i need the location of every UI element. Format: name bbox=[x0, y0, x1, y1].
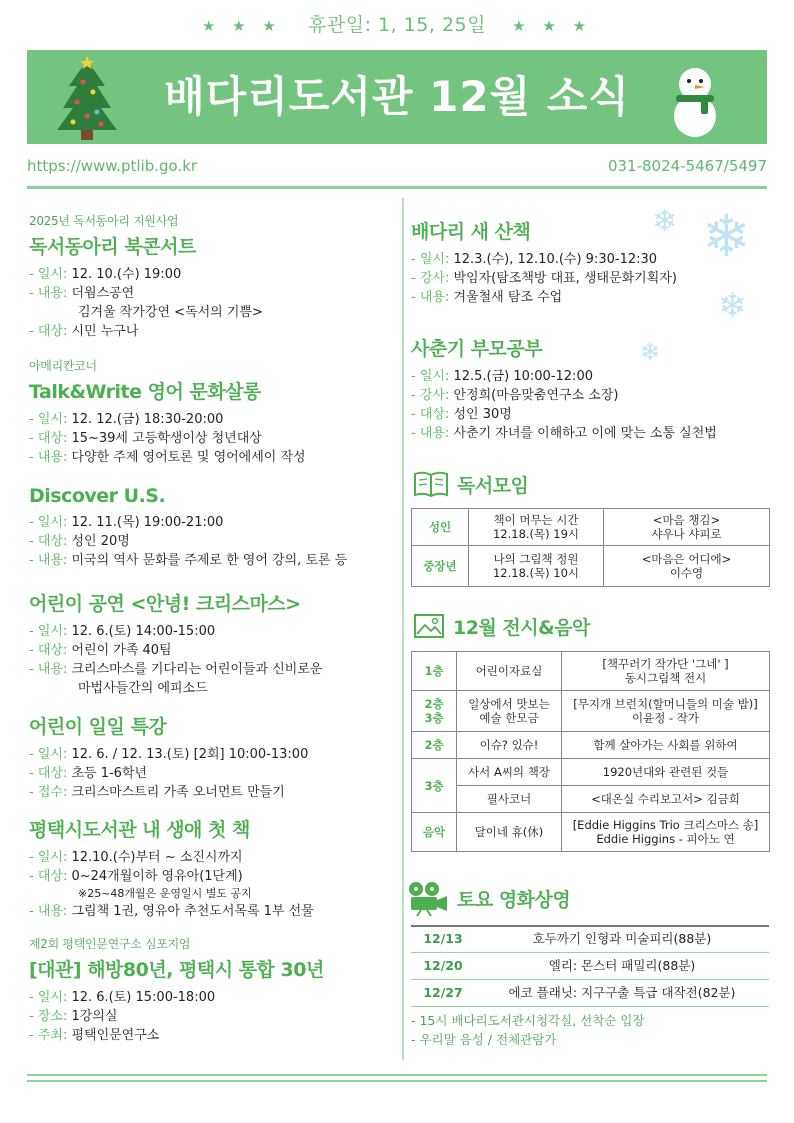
field-label: - 강사: bbox=[411, 388, 454, 403]
section-kicker: 제2회 평택인문연구소 심포지엄 bbox=[29, 937, 191, 951]
closed-days-line bbox=[0, 10, 794, 37]
cell-line: 12.18.(목) 19시 bbox=[492, 527, 580, 541]
field-label: - 대상: bbox=[29, 766, 72, 781]
section-title: [대관] 해방80년, 평택시 통합 30년 bbox=[29, 959, 324, 981]
field-value: 12. 6.(토) 15:00-18:00 bbox=[71, 990, 216, 1005]
section-kicker: 아메리칸코너 bbox=[29, 359, 97, 373]
field-value: 15~39세 고등학생이상 청년대상 bbox=[71, 431, 262, 446]
field-label: - 일시: bbox=[29, 515, 72, 530]
divider-bottom-1 bbox=[27, 1074, 767, 1076]
snowflake-icon: ❄ bbox=[640, 338, 661, 366]
exhibit-heading bbox=[413, 612, 590, 645]
page-title: 배다리도서관 12월 소식 bbox=[164, 72, 630, 121]
field-label: - 접수: bbox=[29, 785, 72, 800]
section-kids-lecture bbox=[29, 712, 399, 802]
movie-title: 호두까기 인형과 미술피리(88분) bbox=[475, 926, 769, 953]
movie-date: 12/20 bbox=[411, 953, 475, 980]
table-cell bbox=[469, 509, 604, 546]
cell-line: [무지개 브런치(할머니들의 미술 밥)] bbox=[573, 697, 758, 711]
table-cell: 1층 bbox=[412, 652, 457, 691]
table-cell bbox=[562, 652, 770, 691]
table-row bbox=[412, 691, 770, 732]
section-title: 배다리 새 산책 bbox=[411, 221, 531, 243]
field-value: 시민 누구나 bbox=[71, 324, 139, 339]
field-label: - 일시: bbox=[29, 990, 72, 1005]
cell-line: 책이 머무는 시간 bbox=[493, 513, 579, 527]
section-title: 사춘기 부모공부 bbox=[411, 338, 543, 360]
table-row bbox=[412, 509, 770, 546]
field-label: - 일시: bbox=[29, 850, 72, 865]
section-title: 12월 전시&음악 bbox=[453, 617, 590, 639]
field-value: 안정희(마음맞춤연구소 소장) bbox=[453, 388, 619, 403]
picture-icon bbox=[413, 612, 445, 645]
movie-heading bbox=[405, 880, 570, 921]
field-note: ※25~48개월은 운영일시 별도 공지 bbox=[78, 887, 252, 900]
field-label: - 대상: bbox=[29, 643, 72, 658]
field-value: 크리스마스트리 가족 오너먼트 만들기 bbox=[71, 785, 285, 800]
field-label: - 일시: bbox=[29, 267, 72, 282]
movie-notes bbox=[411, 1011, 644, 1049]
table-cell: 2층 bbox=[412, 732, 457, 759]
stars-left: ★ ★ ★ bbox=[201, 17, 282, 35]
field-label: - 대상: bbox=[29, 869, 72, 884]
section-discover-us bbox=[29, 485, 399, 570]
website-link[interactable]: https://www.ptlib.go.kr bbox=[27, 157, 198, 175]
table-row bbox=[411, 926, 769, 953]
field-value: 1강의실 bbox=[71, 1009, 118, 1024]
table-cell: 3층 bbox=[412, 759, 457, 813]
movie-date: 12/13 bbox=[411, 926, 475, 953]
field-label: - 내용: bbox=[29, 662, 72, 677]
table-row bbox=[412, 759, 770, 786]
reading-group-heading bbox=[413, 470, 528, 503]
table-cell: 이슈? 있슈! bbox=[457, 732, 562, 759]
stars-right: ★ ★ ★ bbox=[512, 17, 593, 35]
table-cell: 필사코너 bbox=[457, 786, 562, 813]
field-value: 성인 30명 bbox=[453, 407, 512, 422]
section-title: 어린이 일일 특강 bbox=[29, 716, 167, 738]
field-value: 사춘기 자녀를 이해하고 이에 맞는 소통 실천법 bbox=[453, 426, 717, 441]
cell-line: 샤우나 샤피로 bbox=[651, 527, 722, 541]
field-label: - 일시: bbox=[29, 412, 72, 427]
field-label: - 대상: bbox=[29, 431, 72, 446]
section-first-book bbox=[29, 815, 399, 921]
table-cell: 성인 bbox=[412, 509, 469, 546]
snowman-icon bbox=[667, 62, 723, 138]
field-value: 크리스마스를 기다리는 어린이들과 신비로운 bbox=[71, 662, 323, 677]
field-label: - 강사: bbox=[411, 271, 454, 286]
cell-line: [Eddie Higgins Trio 크리스마스 송] bbox=[572, 818, 759, 832]
field-label: - 내용: bbox=[411, 290, 454, 305]
field-value: 12. 10.(수) 19:00 bbox=[71, 267, 182, 282]
field-value: 12.3.(수), 12.10.(수) 9:30-12:30 bbox=[453, 252, 658, 267]
table-cell: 2층 3층 bbox=[412, 691, 457, 732]
cell-line: 12.18.(목) 10시 bbox=[492, 566, 580, 580]
section-title: 토요 영화상영 bbox=[457, 889, 571, 911]
field-value: 어린이 가족 40팀 bbox=[71, 643, 172, 658]
table-cell: 음악 bbox=[412, 813, 457, 852]
section-kids-show bbox=[29, 589, 399, 698]
closed-days: 휴관일: 1, 15, 25일 bbox=[308, 14, 486, 36]
field-label: - 일시: bbox=[29, 624, 72, 639]
title-banner bbox=[27, 50, 767, 144]
table-row bbox=[412, 546, 770, 587]
section-kicker: 2025년 독서동아리 지원사업 bbox=[29, 214, 179, 228]
section-symposium bbox=[29, 935, 399, 1045]
phone-number: 031-8024-5467/5497 bbox=[607, 157, 767, 175]
table-cell: 일상에서 맛보는 예술 한모금 bbox=[457, 691, 562, 732]
field-label: - 내용: bbox=[411, 426, 454, 441]
table-row bbox=[411, 980, 769, 1007]
section-title: 어린이 공연 <안녕! 크리스마스> bbox=[29, 593, 301, 615]
section-talk-write bbox=[29, 357, 399, 467]
table-cell bbox=[604, 546, 770, 587]
divider-bottom-2 bbox=[27, 1080, 767, 1082]
field-value: 12. 11.(목) 19:00-21:00 bbox=[71, 515, 224, 530]
cell-line: 나의 그림책 정원 bbox=[493, 552, 579, 566]
table-cell bbox=[469, 546, 604, 587]
movie-title: 에코 플래닛: 지구구출 특급 대작전(82분) bbox=[475, 980, 769, 1007]
field-value: 더웜스공연 bbox=[71, 286, 135, 301]
field-label: - 내용: bbox=[29, 286, 72, 301]
field-value: 12.5.(금) 10:00-12:00 bbox=[453, 369, 593, 384]
cell-line: 동시그림책 전시 bbox=[624, 671, 707, 685]
field-label: - 일시: bbox=[411, 369, 454, 384]
table-cell: 달이네 휴(休) bbox=[457, 813, 562, 852]
field-value: 그림책 1권, 영유아 추천도서목록 1부 선물 bbox=[71, 904, 314, 919]
movie-title: 엘리: 몬스터 패밀리(88분) bbox=[475, 953, 769, 980]
field-value: 박임자(탐조책방 대표, 생태문화기획자) bbox=[453, 271, 677, 286]
book-icon bbox=[413, 470, 449, 503]
table-cell: 중장년 bbox=[412, 546, 469, 587]
field-label: - 일시: bbox=[411, 252, 454, 267]
projector-icon bbox=[405, 880, 449, 921]
field-label: - 대상: bbox=[29, 534, 72, 549]
section-title: 독서동아리 북콘서트 bbox=[29, 236, 196, 258]
field-value: 12. 6. / 12. 13.(토) [2회] 10:00-13:00 bbox=[71, 747, 309, 762]
table-cell: 어린이자료실 bbox=[457, 652, 562, 691]
table-cell: 함께 살아가는 사회를 위하여 bbox=[562, 732, 770, 759]
field-value: 초등 1-6학년 bbox=[71, 766, 148, 781]
field-value-cont: 김겨울 작가강연 <독서의 기쁨> bbox=[78, 305, 263, 320]
section-title: Talk&Write 영어 문화살롱 bbox=[29, 381, 261, 403]
movie-table bbox=[411, 926, 769, 1007]
table-cell bbox=[562, 813, 770, 852]
section-title: 독서모임 bbox=[457, 475, 529, 497]
table-cell: <대온실 수리보고서> 김금희 bbox=[562, 786, 770, 813]
field-label: - 대상: bbox=[29, 324, 72, 339]
field-label: - 장소: bbox=[29, 1009, 72, 1024]
field-label: - 내용: bbox=[29, 904, 72, 919]
field-value: 겨울철새 탐조 수업 bbox=[453, 290, 563, 305]
movie-date: 12/27 bbox=[411, 980, 475, 1007]
cell-line: <마음 챙김> bbox=[652, 513, 721, 527]
field-value: 12. 6.(토) 14:00-15:00 bbox=[71, 624, 216, 639]
section-parenting bbox=[411, 334, 781, 443]
table-cell: 사서 A씨의 책장 bbox=[457, 759, 562, 786]
movie-note: - 15시 배다리도서관시청각실, 선착순 입장 bbox=[411, 1013, 645, 1028]
section-book-concert bbox=[29, 212, 399, 341]
cell-line: 이윤정 - 작가 bbox=[631, 711, 699, 725]
snowflake-icon: ❄ bbox=[702, 202, 751, 270]
cell-line: [책꾸러기 작가단 '그네' ] bbox=[602, 657, 729, 671]
section-bird-walk bbox=[411, 217, 781, 307]
table-row bbox=[411, 953, 769, 980]
field-value: 12. 12.(금) 18:30-20:00 bbox=[71, 412, 224, 427]
table-row bbox=[412, 813, 770, 852]
field-value: 0~24개월이하 영유아(1단계) bbox=[71, 869, 243, 884]
cell-line: Eddie Higgins - 피아노 연 bbox=[596, 832, 735, 846]
movie-note: - 우리말 음성 / 전체관람가 bbox=[411, 1032, 557, 1047]
cell-line: 이수영 bbox=[669, 566, 704, 580]
table-cell bbox=[562, 691, 770, 732]
field-label: - 대상: bbox=[411, 407, 454, 422]
field-label: - 주최: bbox=[29, 1028, 72, 1043]
field-value: 다양한 주제 영어토론 및 영어에세이 작성 bbox=[71, 450, 306, 465]
snowflake-icon: ❄ bbox=[718, 286, 747, 326]
field-value: 성인 20명 bbox=[71, 534, 130, 549]
field-value: 미국의 역사 문화를 주제로 한 영어 강의, 토론 등 bbox=[71, 553, 348, 568]
table-row bbox=[412, 786, 770, 813]
field-value: 12.10.(수)부터 ~ 소진시까지 bbox=[71, 850, 243, 865]
field-value-cont: 마법사들간의 에피소드 bbox=[78, 681, 208, 696]
field-label: - 일시: bbox=[29, 747, 72, 762]
cell-line: <마음은 어디에> bbox=[641, 552, 732, 566]
section-title: Discover U.S. bbox=[29, 485, 166, 507]
field-label: - 내용: bbox=[29, 450, 72, 465]
table-cell bbox=[604, 509, 770, 546]
table-cell: 1920년대와 관련된 것들 bbox=[562, 759, 770, 786]
section-title: 평택시도서관 내 생애 첫 책 bbox=[29, 819, 250, 841]
field-label: - 내용: bbox=[29, 553, 72, 568]
divider-top bbox=[27, 186, 767, 189]
reading-group-table bbox=[411, 508, 770, 587]
column-divider bbox=[402, 198, 404, 1060]
exhibit-table bbox=[411, 651, 770, 852]
snowflake-icon: ❄ bbox=[652, 204, 678, 239]
field-value: 평택인문연구소 bbox=[71, 1028, 160, 1043]
table-row bbox=[412, 652, 770, 691]
table-row bbox=[412, 732, 770, 759]
